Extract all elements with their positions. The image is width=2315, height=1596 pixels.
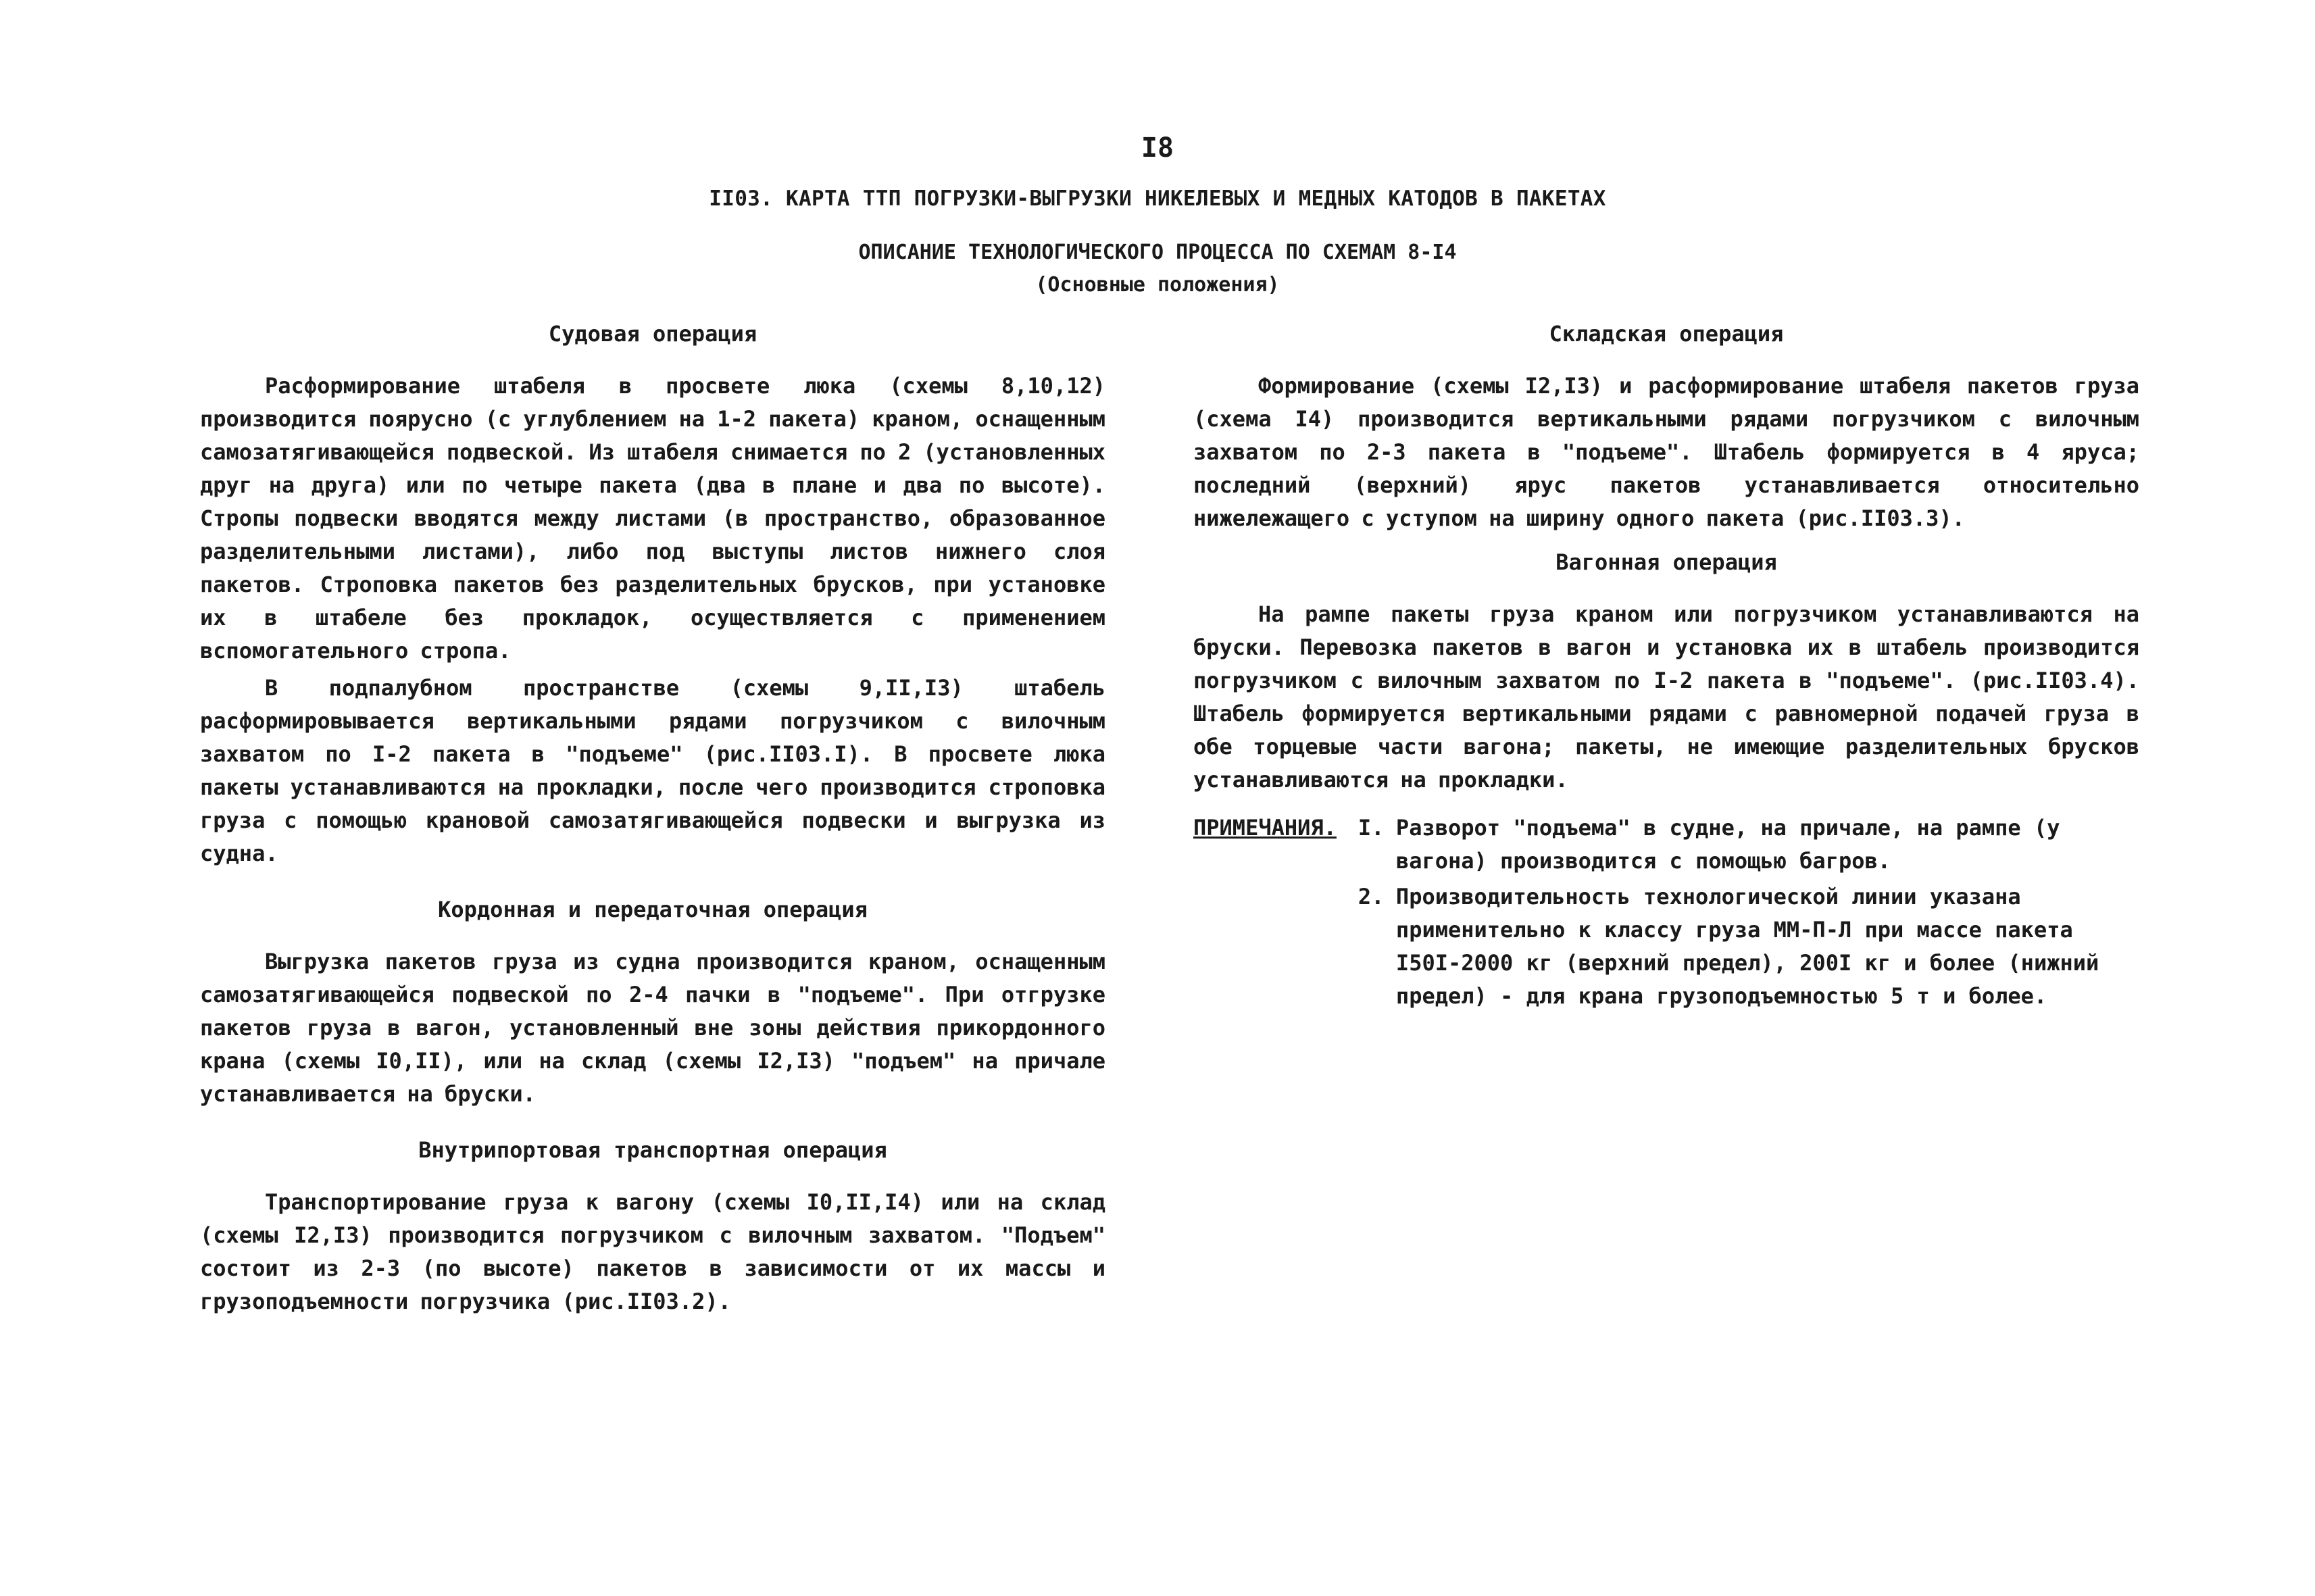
document-subtitle: ОПИСАНИЕ ТЕХНОЛОГИЧЕСКОГО ПРОЦЕССА ПО СХЕМАМ 8-I4	[858, 241, 1457, 264]
paragraph: Формирование (схемы I2,I3) и расформирование штабеля пакетов груза (схема I4) производится вертикальными рядами погрузчиком с вилочным захватом по 2-3 пакета в "подъеме". Штабель формируется в 4 яруса; последний (верхний) ярус пакетов устанавливается относительно нижележащего с уступом на ширину одного пакета (рис.II03.3).	[1193, 373, 2139, 531]
section-heading: Судовая операция	[548, 321, 757, 347]
note-number: I.	[1358, 815, 1385, 841]
section-warehouse-operation	[1193, 318, 2139, 535]
notes-block	[1193, 812, 2139, 1016]
paragraph: Выгрузка пакетов груза из судна производится краном, оснащенным самозатягивающейся подвеской по 2-4 пачки в "подъеме". При отгрузке пакетов груза в вагон, установленный вне зоны действия прикордонного крана (схемы I0,II), или на склад (схемы I2,I3) "подъем" на причале устанавливается на бруски.	[200, 949, 1105, 1107]
paragraph: На рампе пакеты груза краном или погрузчиком устанавливаются на бруски. Перевозка пакетов в вагон и установка их в штабель производится погрузчиком с вилочным захватом по I-2 пакета в "подъеме". (рис.II03.4). Штабель формируется вертикальными рядами с равномерной подачей груза в обе торцевые части вагона; пакеты, не имеющие разделительных брусков устанавливаются на прокладки.	[1193, 601, 2139, 793]
note-item	[1358, 812, 2139, 878]
left-column	[200, 318, 1105, 1322]
section-transport-operation	[200, 1134, 1105, 1318]
section-heading: Внутрипортовая транспортная операция	[418, 1137, 887, 1163]
section-heading: Складская операция	[1549, 321, 1784, 347]
paragraph: Расформирование штабеля в просвете люка (схемы 8,10,12) производится поярусно (с углублением на 1-2 пакета) краном, оснащенным самозатягивающейся подвеской. Из штабеля снимается по 2 (установленных друг на друга) или по четыре пакета (два в плане и два по высоте). Стропы подвески вводятся между листами (в пространство, образованное разделительными листами), либо под выступы листов нижнего слоя пакетов. Строповка пакетов без разделительных брусков, при установке их в штабеле без прокладок, осуществляется с применением вспомогательного стропа.	[200, 373, 1105, 664]
note-text: Производительность технологической линии указана применительно к классу груза ММ-П-Л при массе пакета I50I-2000 кг (верхний предел), 200I кг и более (нижний предел) - для крана грузоподъемностью 5 т и более.	[1395, 884, 2099, 1009]
note-text: Разворот "подъема" в судне, на причале, на рампе (у вагона) производится с помощью багров.	[1395, 815, 2060, 874]
section-ship-operation	[200, 318, 1105, 870]
note-number: 2.	[1358, 884, 1385, 909]
right-column	[1193, 318, 2139, 1016]
page-number: I8	[1141, 132, 1174, 164]
paragraph: В подпалубном пространстве (схемы 9,II,I3) штабель расформировывается вертикальными рядами погрузчиком с вилочным захватом по I-2 пакета в "подъеме" (рис.II03.I). В просвете люка пакеты устанавливаются на прокладки, после чего производится строповка груза с помощью крановой самозатягивающейся подвески и выгрузка из судна.	[200, 675, 1105, 866]
notes-label: ПРИМЕЧАНИЯ.	[1193, 815, 1337, 841]
section-heading: Кордонная и передаточная операция	[438, 897, 868, 922]
section-heading: Вагонная операция	[1555, 549, 1777, 575]
paragraph: Транспортирование груза к вагону (схемы I0,II,I4) или на склад (схемы I2,I3) производится погрузчиком с вилочным захватом. "Подъем" состоит из 2-3 (по высоте) пакетов в зависимости от их массы и грузоподъемности погрузчика (рис.II03.2).	[200, 1189, 1105, 1314]
document-subtitle-note: (Основные положения)	[1035, 273, 1280, 297]
note-item	[1358, 880, 2139, 1013]
section-wagon-operation	[1193, 546, 2139, 797]
notes-list	[1358, 812, 2139, 1016]
section-quay-operation	[200, 893, 1105, 1111]
document-title: II03. КАРТА ТТП ПОГРУЗКИ-ВЫГРУЗКИ НИКЕЛЕВЫХ И МЕДНЫХ КАТОДОВ В ПАКЕТАХ	[709, 186, 1606, 211]
